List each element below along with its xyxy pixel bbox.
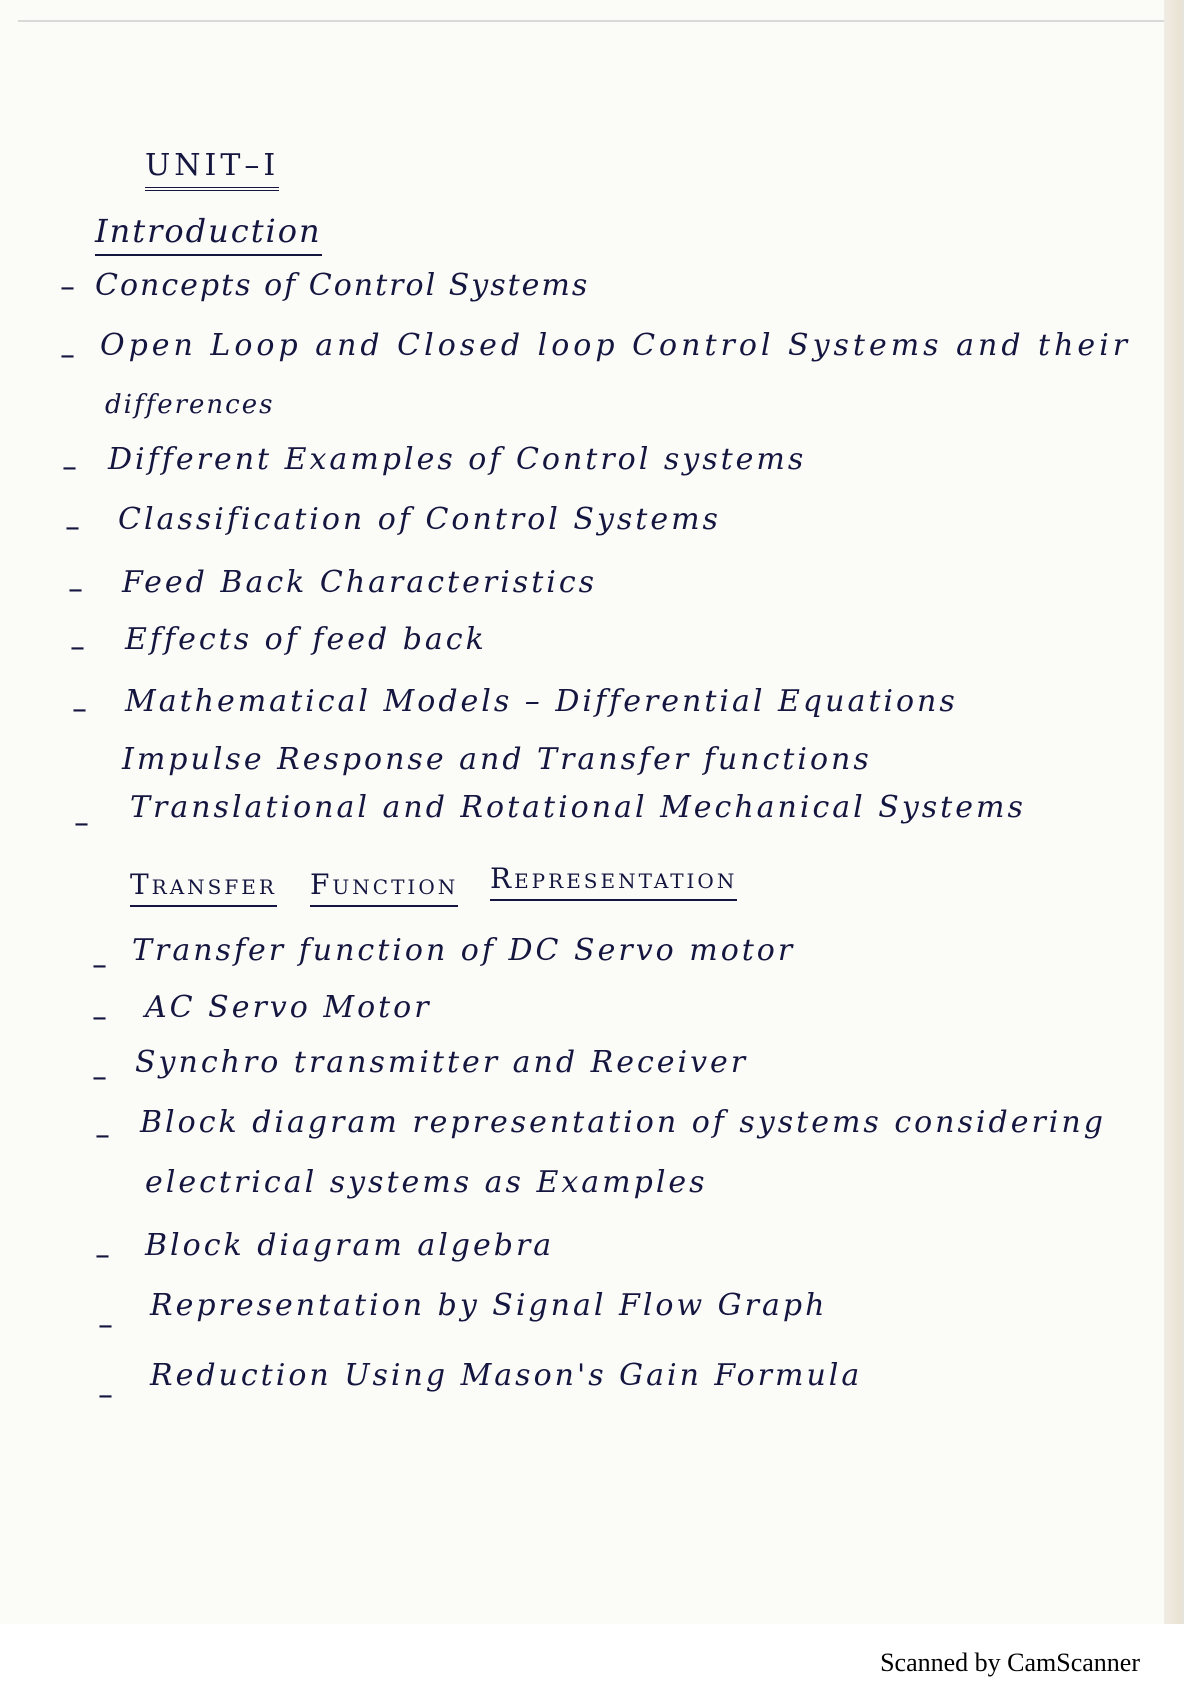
list-item: Reduction Using Mason's Gain Formula xyxy=(150,1358,863,1393)
bullet-dash: – xyxy=(98,1378,113,1413)
list-item: Block diagram algebra xyxy=(145,1228,555,1263)
bullet-dash: – xyxy=(60,338,75,373)
tf-heading-word: Representation xyxy=(490,862,737,901)
bullet-dash: – xyxy=(95,1118,110,1153)
list-item: Block diagram representation of systems considering xyxy=(140,1105,1106,1140)
list-item: Mathematical Models – Differential Equations xyxy=(125,684,958,719)
unit-title: UNIT–I xyxy=(145,148,279,191)
list-item-continuation: Impulse Response and Transfer functions xyxy=(122,742,872,777)
bullet-dash: – xyxy=(65,510,80,545)
bullet-dash: – xyxy=(60,270,75,305)
section-title: Introduction xyxy=(95,212,322,256)
bullet-dash: – xyxy=(62,450,77,485)
bullet-dash: – xyxy=(92,1000,107,1035)
list-item: Synchro transmitter and Receiver xyxy=(135,1045,749,1080)
list-item: Open Loop and Closed loop Control Systems and their xyxy=(100,328,1132,363)
tf-heading-word: Function xyxy=(310,868,458,907)
list-item: Classification of Control Systems xyxy=(118,502,721,537)
list-item-continuation: electrical systems as Examples xyxy=(145,1165,708,1200)
bullet-dash: – xyxy=(70,630,85,665)
list-item: Different Examples of Control systems xyxy=(108,442,807,477)
scanner-watermark: Scanned by CamScanner xyxy=(880,1648,1140,1677)
bullet-dash: – xyxy=(95,1238,110,1273)
bullet-dash: – xyxy=(98,1308,113,1343)
list-item: Representation by Signal Flow Graph xyxy=(150,1288,828,1323)
list-item: Concepts of Control Systems xyxy=(95,268,590,303)
list-item: Effects of feed back xyxy=(125,622,487,657)
bullet-dash: – xyxy=(72,692,87,727)
list-item: Feed Back Characteristics xyxy=(122,565,598,600)
page-top-rule xyxy=(18,20,1168,22)
bullet-dash: – xyxy=(74,806,89,841)
bullet-dash: – xyxy=(68,572,83,607)
page-edge-shadow xyxy=(1164,0,1182,1624)
list-item: Transfer function of DC Servo motor xyxy=(132,933,796,968)
list-item: Translational and Rotational Mechanical Systems xyxy=(130,790,1026,825)
bullet-dash: – xyxy=(92,1060,107,1095)
tf-heading-word: Transfer xyxy=(130,868,277,907)
bullet-dash: – xyxy=(92,948,107,983)
list-item-continuation: differences xyxy=(105,390,275,420)
list-item: AC Servo Motor xyxy=(145,990,432,1025)
